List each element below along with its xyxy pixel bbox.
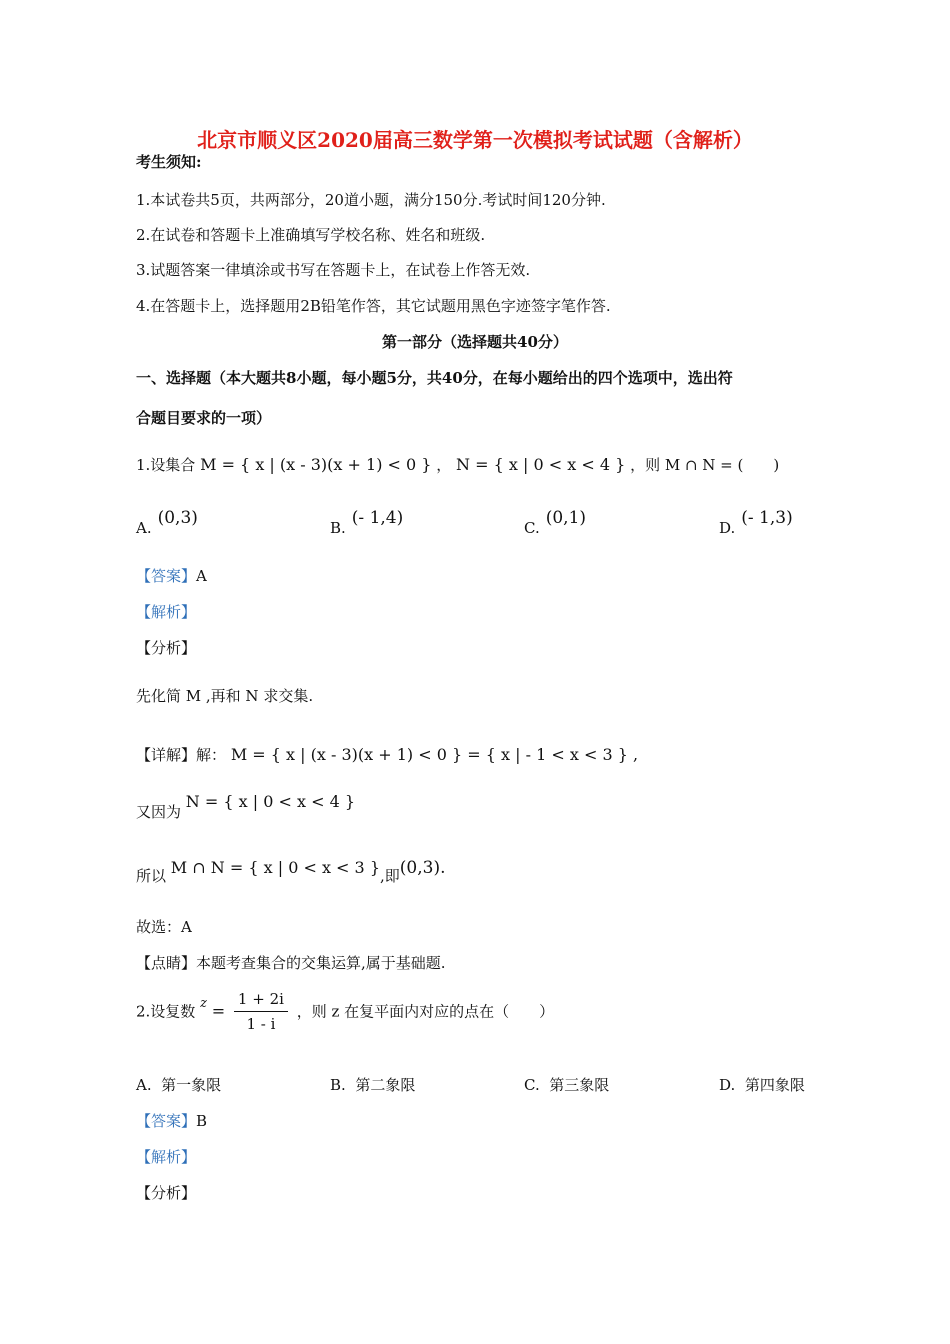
q1-guxuan: 故选：A — [136, 918, 192, 936]
q2-fraction — [234, 988, 288, 1035]
dianjing-tag: 【点睛】 — [136, 954, 197, 972]
q1-youyin — [136, 792, 356, 822]
option-letter: B. — [330, 1076, 346, 1094]
option-value: (0,1) — [545, 508, 587, 528]
q1-stem — [136, 455, 779, 475]
q2-z: z — [200, 995, 207, 1011]
option-letter: D. — [719, 1076, 736, 1094]
notice-item-2: 2.在试卷和答题卡上准确填写学校名称、姓名和班级. — [136, 226, 486, 244]
q1-set-n: N = { x | 0 < x < 4 } — [456, 455, 626, 474]
option-letter: C. — [524, 1076, 540, 1094]
option-value: (0,3) — [157, 508, 198, 528]
q2-eq: = — [211, 1001, 226, 1021]
option-value: 第四象限 — [744, 1076, 805, 1094]
suoyi-end: (0,3). — [399, 858, 446, 878]
q1-option-d[interactable] — [719, 508, 793, 538]
option-value: 第一象限 — [161, 1076, 222, 1094]
xiangjie-tag: 【详解】 — [136, 746, 197, 764]
q2-numerator: 1 + 2i — [234, 988, 288, 1012]
q1-answer — [136, 566, 207, 586]
suoyi-math: M ∩ N = { x | 0 < x < 3 } — [170, 858, 380, 877]
q2-jiexi-tag: 【解析】 — [136, 1148, 197, 1166]
option-value: (- 1,3) — [741, 508, 793, 528]
q2-stem — [136, 988, 554, 1035]
part1-heading: 第一部分（选择题共40分） — [382, 333, 568, 351]
answer-value: B — [196, 1112, 208, 1130]
q2-answer — [136, 1111, 207, 1131]
q2-ask: ，则 z 在复平面内对应的点在（ ） — [296, 1002, 555, 1021]
q1-xiangjie — [136, 745, 638, 765]
notice-item-3: 3.试题答案一律填涂或书写在答题卡上，在试卷上作答无效. — [136, 261, 531, 279]
q1-option-c[interactable] — [524, 508, 587, 538]
q1-fenxi-tag: 【分析】 — [136, 639, 197, 657]
notice-heading: 考生须知: — [136, 153, 202, 171]
q2-option-a[interactable] — [136, 1075, 221, 1095]
youyin-prefix: 又因为 — [136, 803, 182, 821]
xiangjie-text: 解： — [196, 746, 227, 764]
section-heading-line1: 一、选择题（本大题共8小题，每小题5分，共40分，在每小题给出的四个选项中，选出符 — [136, 369, 733, 387]
q2-denominator: 1 - i — [246, 1015, 276, 1033]
q1-sep: ， — [436, 456, 452, 474]
q2-option-b[interactable] — [330, 1075, 415, 1095]
notice-item-1: 1.本试卷共5页，共两部分，20道小题，满分150分.考试时间120分钟. — [136, 191, 606, 209]
option-value: 第二象限 — [355, 1076, 416, 1094]
section-heading-line2: 合题目要求的一项） — [136, 409, 272, 427]
q1-dianjing — [136, 953, 446, 973]
answer-value: A — [196, 567, 207, 585]
q2-prefix: 2.设复数 — [136, 1002, 196, 1021]
q1-prefix: 1.设集合 — [136, 456, 196, 474]
q1-jiexi-tag: 【解析】 — [136, 603, 197, 621]
q1-option-b[interactable] — [330, 508, 404, 538]
q1-ask: ，则 M ∩ N = ( ) — [630, 456, 780, 474]
option-letter: B. — [330, 519, 346, 537]
xiangjie-math: M = { x | (x - 3)(x + 1) < 0 } = { x | - 1 < x < 3 } , — [230, 745, 639, 764]
option-letter: C. — [524, 519, 540, 537]
q2-option-d[interactable] — [719, 1075, 805, 1095]
q1-fenxi-text: 先化简 M ,再和 N 求交集. — [136, 687, 314, 705]
suoyi-prefix: 所以 — [136, 867, 167, 885]
notice-item-4: 4.在答题卡上，选择题用2B铅笔作答，其它试题用黑色字迹签字笔作答. — [136, 297, 611, 315]
answer-tag: 【答案】 — [136, 567, 197, 585]
q1-suoyi — [136, 858, 446, 886]
option-letter: A. — [136, 1076, 152, 1094]
document-title: 北京市顺义区2020届高三数学第一次模拟考试试题（含解析） — [197, 128, 753, 152]
youyin-math: N = { x | 0 < x < 4 } — [185, 792, 356, 811]
dianjing-text: 本题考查集合的交集运算,属于基础题. — [196, 954, 446, 972]
suoyi-tail: ,即 — [380, 867, 400, 885]
option-letter: D. — [719, 519, 736, 537]
option-value: (- 1,4) — [351, 508, 404, 528]
q2-fenxi-tag: 【分析】 — [136, 1184, 197, 1202]
option-letter: A. — [136, 519, 152, 537]
option-value: 第三象限 — [549, 1076, 610, 1094]
answer-tag: 【答案】 — [136, 1112, 197, 1130]
q1-option-a[interactable] — [136, 508, 198, 538]
q2-option-c[interactable] — [524, 1075, 609, 1095]
q1-set-m: M = { x | (x - 3)(x + 1) < 0 } — [200, 455, 432, 474]
